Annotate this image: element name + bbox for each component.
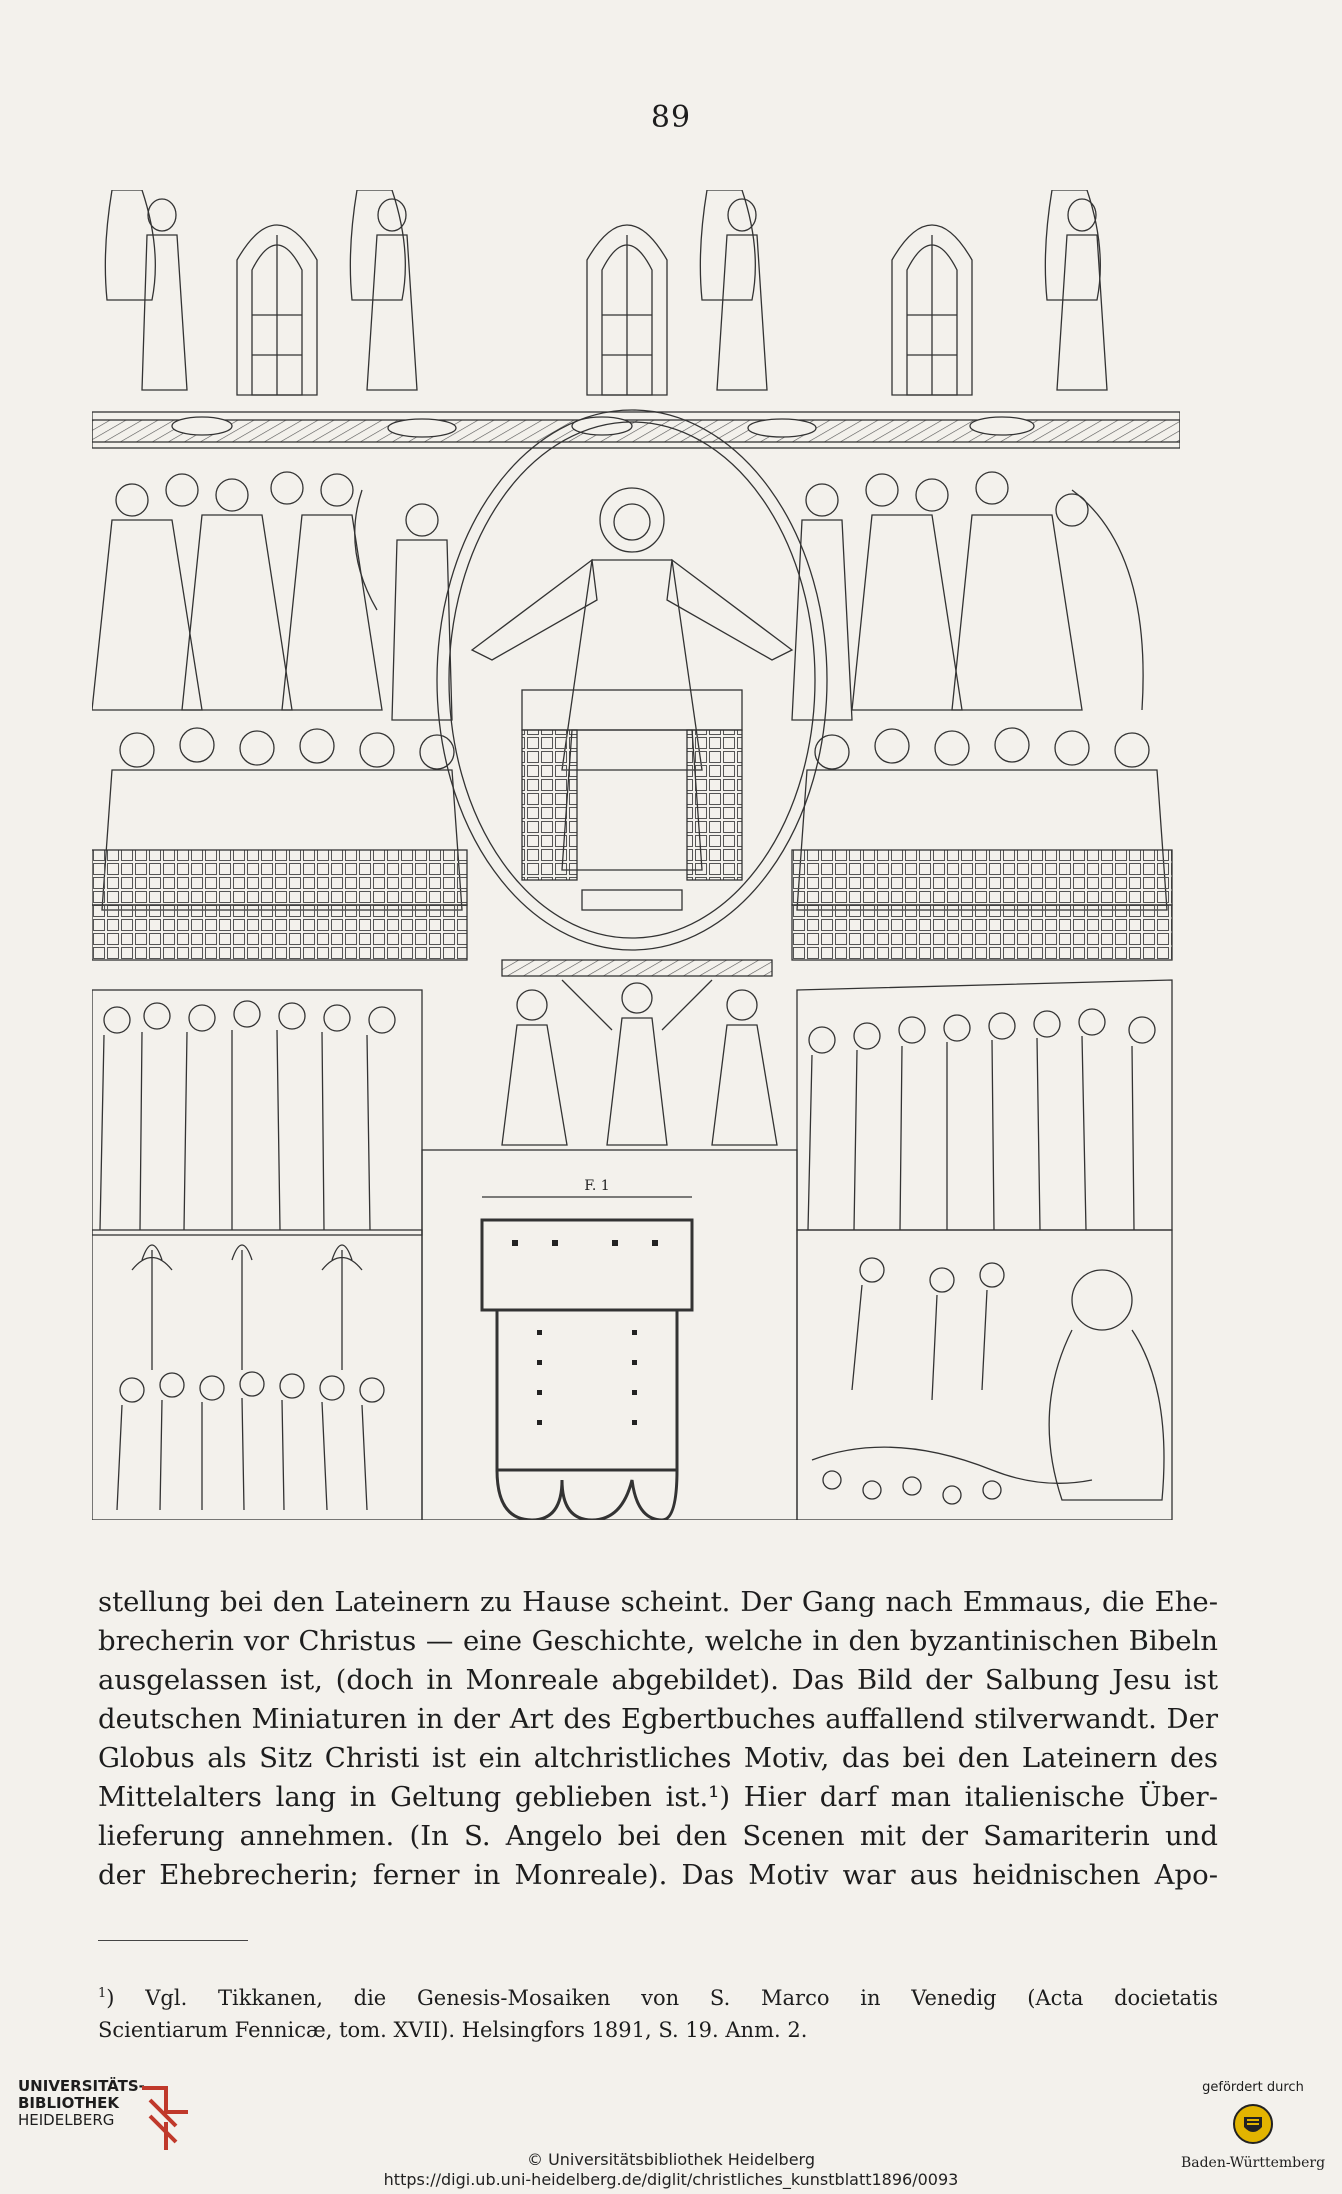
footnote-line: Scientiarum Fennicæ, tom. XVII). Helsingfors 1891, S. 19. Anm. 2. bbox=[98, 2018, 808, 2042]
footnote-text: ) Vgl. Tikkanen, die Genesis-Mosaiken von S. Marco in Venedig (Acta docietatis bbox=[106, 1986, 1218, 2010]
body-line: stellung bei den Lateinern zu Hause scheint. Der Gang nach Emmaus, die Ehe- bbox=[98, 1586, 1218, 1618]
engraving bbox=[92, 190, 1180, 1520]
body-line: der Ehebrecherin; ferner in Monreale). Das Motiv war aus heidnischen Apo- bbox=[98, 1859, 1218, 1891]
footnote-marker: 1 bbox=[98, 1986, 107, 2001]
sponsor-name: Baden-Württemberg bbox=[1180, 2155, 1326, 2171]
copyright-notice: © Universitätsbibliothek Heidelberg bbox=[526, 2150, 815, 2169]
body-line: deutschen Miniaturen in der Art des Egbertbuches auffallend stilverwandt. Der bbox=[98, 1703, 1218, 1735]
paradise-blessed bbox=[92, 1230, 422, 1520]
procession-right bbox=[797, 980, 1172, 1230]
library-name-line: BIBLIOTHEK bbox=[18, 2094, 119, 2112]
body-line: Mittelalters lang in Geltung geblieben ist.¹) Hier darf man italienische Über- bbox=[98, 1781, 1218, 1813]
footnote-line bbox=[98, 1978, 1218, 2014]
body-line: ausgelassen ist, (doch in Monreale abgebildet). Das Bild der Salbung Jesu ist bbox=[98, 1664, 1218, 1696]
body-line: lieferung annehmen. (In S. Angelo bei den Scenen mit der Samariterin und bbox=[98, 1820, 1218, 1852]
body-line: Globus als Sitz Christi ist ein altchristliches Motiv, das bei den Lateinern des bbox=[98, 1742, 1218, 1774]
church-plan bbox=[422, 1150, 797, 1520]
source-url[interactable]: https://digi.ub.uni-heidelberg.de/diglit/christliches_kunstblatt1896/0093 bbox=[383, 2170, 959, 2189]
library-mark-icon bbox=[136, 2082, 194, 2154]
top-register-windows bbox=[237, 225, 972, 395]
body-text bbox=[98, 1583, 1218, 1895]
footnote bbox=[98, 1978, 1218, 2046]
last-judgment-illustration bbox=[92, 190, 1180, 1520]
body-line: brecherin vor Christus — eine Geschichte, welche in den byzantinischen Bibeln bbox=[98, 1625, 1218, 1657]
angel-choir-right bbox=[792, 472, 1143, 720]
procession-left bbox=[92, 990, 422, 1235]
apostles-left bbox=[92, 728, 467, 960]
state-coat-of-arms-icon bbox=[1232, 2103, 1274, 2145]
frieze bbox=[92, 412, 1180, 448]
sponsor-block bbox=[1178, 2080, 1328, 2171]
mandorla-christ bbox=[437, 410, 827, 950]
hell-damned bbox=[797, 1230, 1172, 1520]
footnote-divider bbox=[98, 1940, 248, 1941]
library-name-line: UNIVERSITÄTS- bbox=[18, 2077, 145, 2095]
page-number: 89 bbox=[650, 100, 692, 135]
library-name-line: HEIDELBERG bbox=[18, 2111, 115, 2129]
apostles-right bbox=[792, 728, 1172, 960]
lintel-angels bbox=[502, 960, 777, 1145]
angel-choir-left bbox=[92, 472, 452, 720]
sponsor-label: gefördert durch bbox=[1202, 2080, 1304, 2095]
plan-label: F. 1 bbox=[584, 1178, 610, 1194]
